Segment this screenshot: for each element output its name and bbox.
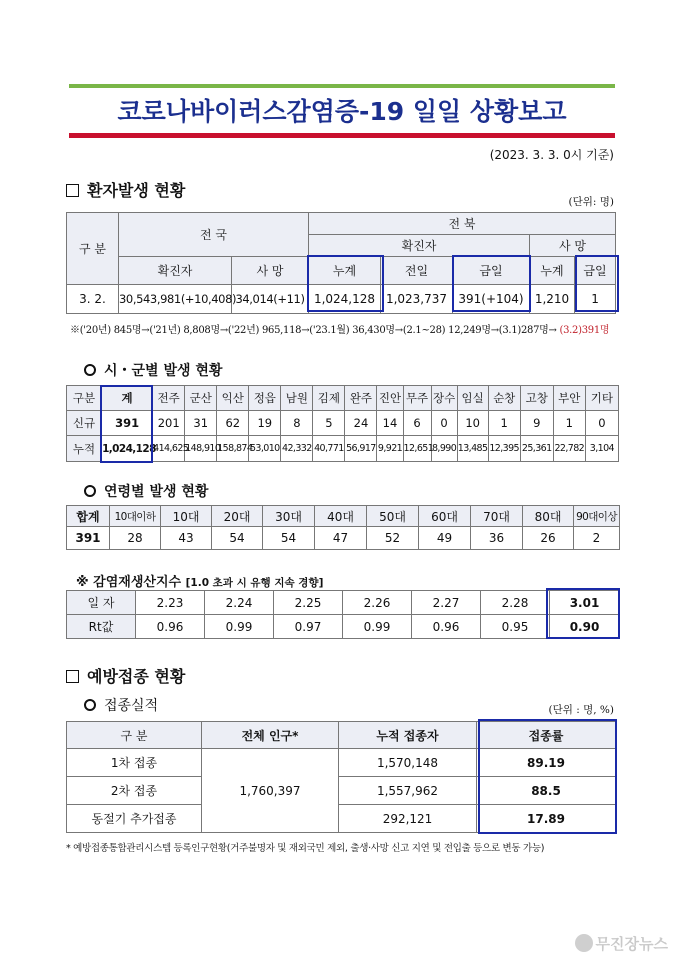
vac-hdr-gubun: 구 분 bbox=[67, 722, 202, 749]
city-cum-cell: 42,332 bbox=[281, 436, 313, 462]
city-new-cell: 10 bbox=[457, 411, 488, 436]
patients-table bbox=[66, 212, 616, 314]
city-cum-cell: 40,771 bbox=[313, 436, 345, 462]
nat-confirmed-value: 30,543,981(+10,408) bbox=[119, 285, 232, 314]
report-date: (2023. 3. 3. 0시 기준) bbox=[489, 148, 614, 162]
title-bottom-line bbox=[69, 133, 615, 138]
hdr-jb-today: 금일 bbox=[453, 257, 530, 285]
city-cum-cell: 158,874 bbox=[217, 436, 249, 462]
section-city-heading bbox=[84, 360, 222, 380]
rt-date-cell: 2.27 bbox=[412, 591, 481, 615]
circle-bullet-icon bbox=[84, 699, 96, 711]
hdr-nat-death: 사 망 bbox=[232, 257, 309, 285]
city-header-row bbox=[67, 386, 619, 411]
rt-value-cell: 0.95 bbox=[481, 615, 550, 639]
page-title: 코로나바이러스감염증-19 일일 상황보고 bbox=[117, 97, 567, 126]
checkbox-square-icon bbox=[66, 184, 79, 197]
vac-row1-rate: 89.19 bbox=[477, 749, 616, 777]
section-city-title: 시・군별 발생 현황 bbox=[104, 363, 223, 379]
vaccine-table bbox=[66, 721, 616, 833]
city-hdr-cell: 임실 bbox=[457, 386, 488, 411]
age-header-row bbox=[67, 506, 620, 527]
city-new-cell: 201 bbox=[153, 411, 185, 436]
age-value-cell: 54 bbox=[263, 527, 315, 550]
age-value-row bbox=[67, 527, 620, 550]
rt-date-cell: 2.23 bbox=[136, 591, 205, 615]
section-rt-title: ※ 감염재생산지수 bbox=[76, 575, 182, 590]
rt-value-row bbox=[67, 615, 620, 639]
jb-cum-value: 1,024,128 bbox=[309, 285, 381, 314]
city-hdr-cell: 부안 bbox=[553, 386, 585, 411]
rt-value-cell: 0.96 bbox=[412, 615, 481, 639]
jb-death-today-value: 1 bbox=[575, 285, 616, 314]
hdr-national: 전 국 bbox=[119, 213, 309, 257]
rt-date-cell: 2.25 bbox=[274, 591, 343, 615]
city-new-cell: 8 bbox=[281, 411, 313, 436]
city-cum-cell: 25,361 bbox=[520, 436, 553, 462]
section-rt-subtitle: [1.0 초과 시 유행 지속 경향] bbox=[185, 577, 324, 589]
city-new-cell: 9 bbox=[520, 411, 553, 436]
city-new-cell: 6 bbox=[403, 411, 431, 436]
jb-prev-value: 1,023,737 bbox=[381, 285, 453, 314]
city-new-cell: 1 bbox=[488, 411, 520, 436]
city-hdr-cell: 장수 bbox=[431, 386, 457, 411]
vac-row3-cum: 292,121 bbox=[339, 805, 477, 833]
age-hdr-cell: 30대 bbox=[263, 506, 315, 527]
hdr-jb-death-cum: 누계 bbox=[530, 257, 575, 285]
vac-row1-label: 1차 접종 bbox=[67, 749, 202, 777]
age-hdr-cell: 20대 bbox=[212, 506, 263, 527]
city-hdr-cell: 군산 bbox=[185, 386, 217, 411]
city-hdr-cell: 정읍 bbox=[249, 386, 281, 411]
section-vaccine-sub-heading bbox=[84, 695, 158, 715]
city-cum-cell: 13,485 bbox=[457, 436, 488, 462]
city-hdr-cell: 기타 bbox=[585, 386, 618, 411]
hdr-gubun: 구 분 bbox=[67, 213, 119, 285]
rt-date-row bbox=[67, 591, 620, 615]
rt-value-cell: 0.97 bbox=[274, 615, 343, 639]
age-value-cell: 43 bbox=[161, 527, 212, 550]
section-age-title: 연령별 발생 현황 bbox=[104, 484, 209, 500]
rt-value-cell: 0.99 bbox=[205, 615, 274, 639]
city-hdr-cell: 남원 bbox=[281, 386, 313, 411]
age-hdr-cell: 90대이상 bbox=[574, 506, 620, 527]
circle-bullet-icon bbox=[84, 485, 96, 497]
city-cum-cell: 53,010 bbox=[249, 436, 281, 462]
checkbox-square-icon bbox=[66, 670, 79, 683]
age-hdr-cell: 50대 bbox=[367, 506, 419, 527]
city-new-cell: 391 bbox=[102, 411, 153, 436]
vaccine-footnote: * 예방접종통합관리시스템 등록인구현황(거주불명자 및 재외국민 제외, 출생·사망 신고 지연 및 전입출 등으로 변동 가능) bbox=[66, 843, 545, 854]
city-cum-row bbox=[67, 436, 619, 462]
rt-date-cell: 2.26 bbox=[343, 591, 412, 615]
hdr-jb-prev: 전일 bbox=[381, 257, 453, 285]
hdr-jb-death: 사 망 bbox=[530, 235, 616, 257]
vac-row1-cum: 1,570,148 bbox=[339, 749, 477, 777]
rt-date-cell: 2.28 bbox=[481, 591, 550, 615]
age-value-cell: 49 bbox=[419, 527, 471, 550]
age-value-cell: 47 bbox=[315, 527, 367, 550]
trend-note-highlight: (3.2)391명 bbox=[559, 325, 610, 336]
city-hdr-cell: 계 bbox=[102, 386, 153, 411]
city-cum-cell: 56,917 bbox=[345, 436, 377, 462]
city-hdr-cell: 전주 bbox=[153, 386, 185, 411]
age-hdr-cell: 10대이하 bbox=[110, 506, 161, 527]
jb-today-value: 391(+104) bbox=[453, 285, 530, 314]
city-hdr-cell: 구분 bbox=[67, 386, 102, 411]
rt-date-cell: 2.24 bbox=[205, 591, 274, 615]
city-new-cell: 24 bbox=[345, 411, 377, 436]
city-cum-cell: 414,625 bbox=[153, 436, 185, 462]
city-hdr-cell: 완주 bbox=[345, 386, 377, 411]
watermark-logo-icon bbox=[575, 934, 593, 952]
age-value-cell: 36 bbox=[471, 527, 523, 550]
section-vaccine-subtitle: 접종실적 bbox=[104, 698, 159, 714]
section-patients-unit: (단위: 명) bbox=[568, 196, 614, 208]
city-table bbox=[66, 385, 619, 462]
vac-hdr-cum: 누적 접종자 bbox=[339, 722, 477, 749]
rt-value-cell: 0.90 bbox=[550, 615, 620, 639]
watermark bbox=[575, 933, 668, 954]
city-new-cell: 31 bbox=[185, 411, 217, 436]
city-hdr-cell: 순창 bbox=[488, 386, 520, 411]
city-new-row bbox=[67, 411, 619, 436]
title-top-line bbox=[69, 84, 615, 88]
watermark-text: 무진장뉴스 bbox=[595, 935, 668, 953]
city-cum-cell: 1,024,128 bbox=[102, 436, 153, 462]
hdr-nat-confirmed: 확진자 bbox=[119, 257, 232, 285]
age-hdr-cell: 60대 bbox=[419, 506, 471, 527]
section-vaccine-unit: (단위 : 명, %) bbox=[548, 704, 614, 716]
vac-row2-rate: 88.5 bbox=[477, 777, 616, 805]
hdr-jb-death-today: 금일 bbox=[575, 257, 616, 285]
city-cum-cell: 12,651 bbox=[403, 436, 431, 462]
vac-row3-label: 동절기 추가접종 bbox=[67, 805, 202, 833]
rt-date-cell: 3.01 bbox=[550, 591, 620, 615]
vac-population-value: 1,760,397 bbox=[202, 749, 339, 833]
age-value-cell: 52 bbox=[367, 527, 419, 550]
city-cum-label: 누적 bbox=[67, 436, 102, 462]
city-hdr-cell: 익산 bbox=[217, 386, 249, 411]
row-date: 3. 2. bbox=[67, 285, 119, 314]
circle-bullet-icon bbox=[84, 364, 96, 376]
city-new-cell: 0 bbox=[585, 411, 618, 436]
rt-value-label: Rt값 bbox=[67, 615, 136, 639]
age-value-cell: 391 bbox=[67, 527, 110, 550]
city-hdr-cell: 무주 bbox=[403, 386, 431, 411]
age-hdr-cell: 40대 bbox=[315, 506, 367, 527]
age-hdr-cell: 10대 bbox=[161, 506, 212, 527]
jb-death-cum-value: 1,210 bbox=[530, 285, 575, 314]
rt-value-cell: 0.99 bbox=[343, 615, 412, 639]
city-new-cell: 5 bbox=[313, 411, 345, 436]
city-new-cell: 14 bbox=[377, 411, 403, 436]
section-patients-title: 환자발생 현황 bbox=[87, 181, 186, 200]
age-value-cell: 28 bbox=[110, 527, 161, 550]
city-new-cell: 19 bbox=[249, 411, 281, 436]
city-new-cell: 1 bbox=[553, 411, 585, 436]
section-vaccine-title: 예방접종 현황 bbox=[87, 667, 186, 686]
age-hdr-cell: 합계 bbox=[67, 506, 110, 527]
vac-row2-cum: 1,557,962 bbox=[339, 777, 477, 805]
vac-row3-rate: 17.89 bbox=[477, 805, 616, 833]
city-new-cell: 62 bbox=[217, 411, 249, 436]
city-cum-cell: 9,921 bbox=[377, 436, 403, 462]
city-new-cell: 0 bbox=[431, 411, 457, 436]
rt-table bbox=[66, 590, 620, 639]
vac-row2-label: 2차 접종 bbox=[67, 777, 202, 805]
section-rt-heading bbox=[76, 571, 323, 590]
age-hdr-cell: 70대 bbox=[471, 506, 523, 527]
city-cum-cell: 22,782 bbox=[553, 436, 585, 462]
section-patients-heading bbox=[66, 178, 185, 201]
city-cum-cell: 148,910 bbox=[185, 436, 217, 462]
age-value-cell: 2 bbox=[574, 527, 620, 550]
city-hdr-cell: 고창 bbox=[520, 386, 553, 411]
section-age-heading bbox=[84, 481, 208, 501]
rt-value-cell: 0.96 bbox=[136, 615, 205, 639]
hdr-jb-confirmed: 확진자 bbox=[309, 235, 530, 257]
trend-note-text: ※('20년) 845명→('21년) 8,808명→('22년) 965,118→('23.1월) 36,430명→(2.1~28) 12,249명→(3.1)287명→ bbox=[70, 325, 560, 336]
city-cum-cell: 8,990 bbox=[431, 436, 457, 462]
hdr-jeonbuk: 전 북 bbox=[309, 213, 616, 235]
city-new-label: 신규 bbox=[67, 411, 102, 436]
title-banner bbox=[69, 84, 615, 138]
age-table bbox=[66, 505, 620, 550]
rt-date-label: 일 자 bbox=[67, 591, 136, 615]
age-hdr-cell: 80대 bbox=[523, 506, 574, 527]
trend-note bbox=[70, 321, 609, 336]
section-vaccine-heading bbox=[66, 664, 185, 687]
hdr-jb-cum: 누계 bbox=[309, 257, 381, 285]
city-hdr-cell: 김제 bbox=[313, 386, 345, 411]
vac-hdr-population: 전체 인구* bbox=[202, 722, 339, 749]
city-hdr-cell: 진안 bbox=[377, 386, 403, 411]
city-cum-cell: 3,104 bbox=[585, 436, 618, 462]
city-cum-cell: 12,395 bbox=[488, 436, 520, 462]
age-value-cell: 54 bbox=[212, 527, 263, 550]
vac-hdr-rate: 접종률 bbox=[477, 722, 616, 749]
nat-death-value: 34,014(+11) bbox=[232, 285, 309, 314]
age-value-cell: 26 bbox=[523, 527, 574, 550]
